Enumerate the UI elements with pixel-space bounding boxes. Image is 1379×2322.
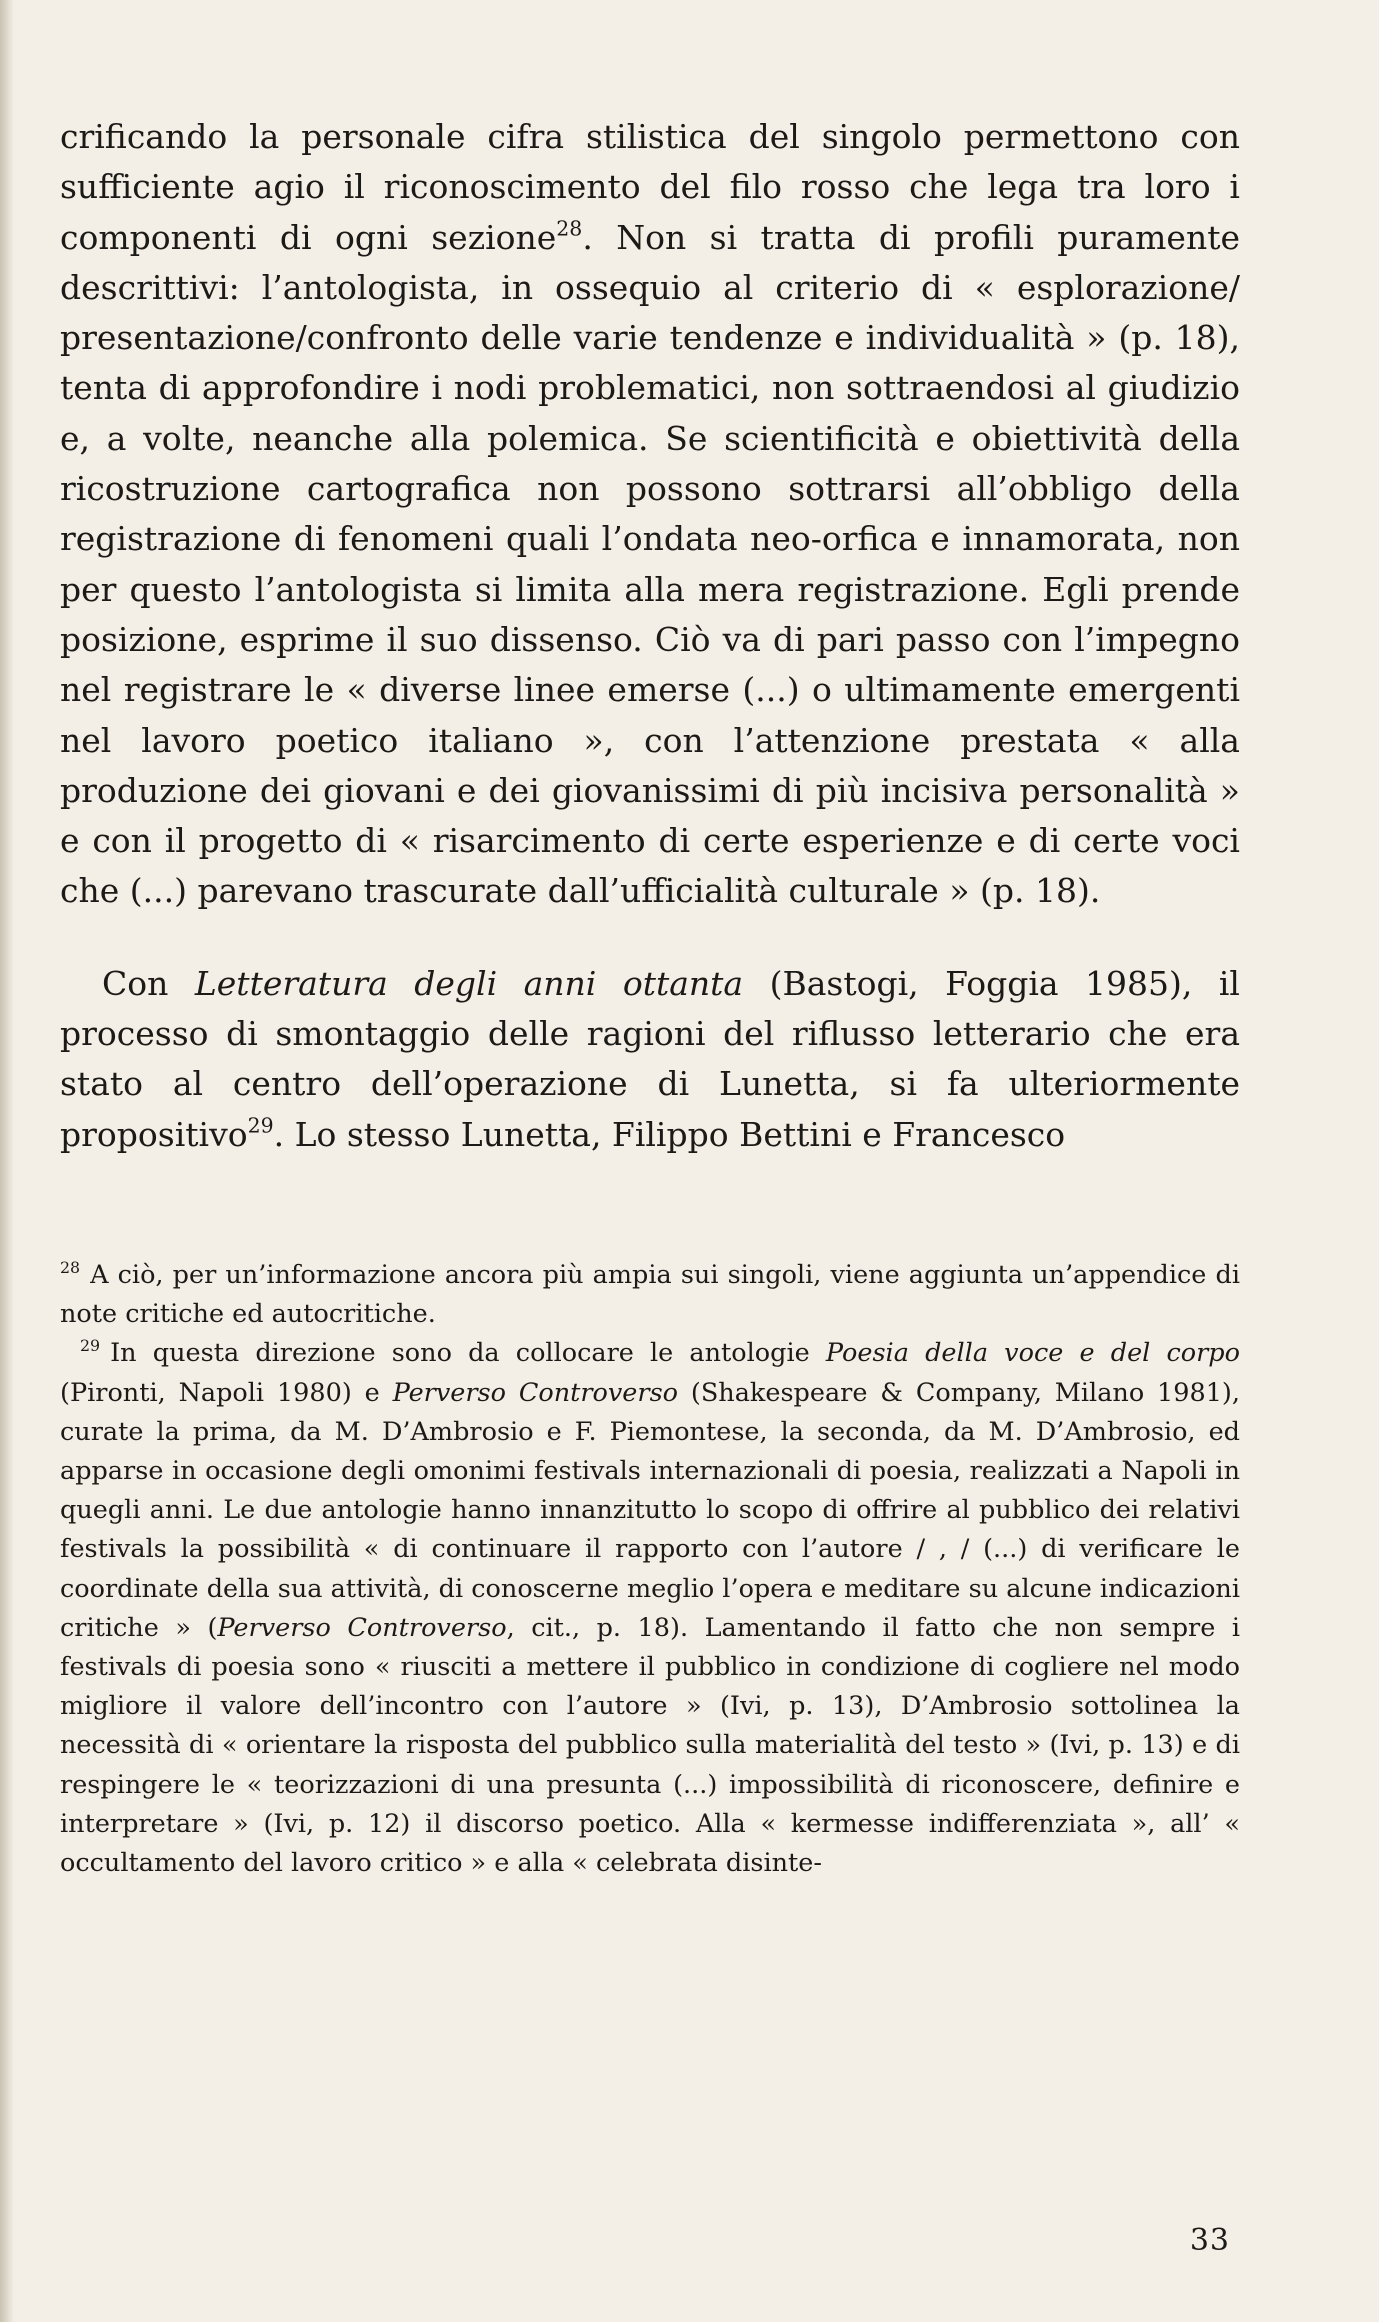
footnote-28: $^{28}$ A ciò, per un’informazione ancora più ampia sui singoli, viene aggiunta un’appendice di note critiche ed autocritiche. [60,1257,1240,1330]
footnote-29: $^{29}$ In questa direzione sono da collocare le antologie Poesia della voce e del corpo (Pironti, Napoli 1980) e Perverso Controverso (Shakespeare & Company, Milano 1981), curate la prima, da M. D’Ambrosio e F. Piemontese, la seconda, da M. D’Ambrosio, ed apparse in occasione degli omonimi festivals internazionali di poesia, realizzati a Napoli in quegli anni. Le due antologie hanno innanzitutto lo scopo di offrire al pubblico dei relativi festivals la possibilità « di continuare il rapporto con l’autore / , / (...) di verificare le coordinate della sua attività, di conoscerne meglio l’opera e meditare su alcune indicazioni critiche » (Perverso Controverso, cit., p. 18). Lamentando il fatto che non sempre i festivals di poesia sono « riusciti a mettere il pubblico in condizione di cogliere nel modo migliore il valore dell’incontro con l’autore » (Ivi, p. 13), D’Ambrosio sottolinea la necessità di « orientare la risposta del pubblico sulla materialità del testo » (Ivi, p. 13) e di respingere le « teorizzazioni di una presunta (...) impossibilità di riconoscere, definire e interpretare » (Ivi, p. 12) il discorso poetico. Alla « kermesse indifferenziata », all’ « occultamento del lavoro critico » e alla « celebrata disinte- [60,1336,1240,1878]
book-title: Letteratura degli anni ottanta [194,963,744,1003]
footnote-ref-29: 29 [247,1113,274,1138]
paragraph-2: Con Letteratura degli anni ottanta (Bastogi, Foggia 1985), il processo di smontaggio delle ragioni del riflusso letterario che era stato al centro dell’operazione di Lunetta, si fa ulteriormente propositivo$^{29}$. Lo stesso Lunetta, Filippo Bettini e Francesco [60,963,1240,1154]
footnote-ref-28: 28 [556,216,583,241]
book-page [60,112,1240,1883]
page-number: 33 [1189,2223,1230,2258]
footnotes [60,1256,1240,1883]
page-edge [0,0,14,2322]
footnote-number: 28 [60,1257,81,1277]
paragraph-1: crificando la personale cifra stilistica del singolo permettono con sufficiente agio il riconoscimento del filo rosso che lega tra loro i componenti di ogni sezione$^{28}$. Non si tratta di profili puramente descrittivi: l’antologista, in ossequio al criterio di « esplorazione/ presentazione/confronto delle varie tendenze e individualità » (p. 18), tenta di approfondire i nodi problematici, non sottraendosi al giudizio e, a volte, neanche alla polemica. Se scientificità e obiettività della ricostruzione cartografica non possono sottrarsi all’obbligo della registrazione di fenomeni quali l’ondata neo-orfica e innamorata, non per questo l’antologista si limita alla mera registrazione. Egli prende posizione, esprime il suo dissenso. Ciò va di pari passo con l’impegno nel registrare le « diverse linee emerse (...) o ultimamente emergenti nel lavoro poetico italiano », con l’attenzione prestata « alla produzione dei giovani e dei giovanissimi di più incisiva personalità » e con il progetto di « risarcimento di certe esperienze e di certe voci che (...) parevano trascurate dall’ufficialità culturale » (p. 18). [60,117,1240,911]
footnote-number: 29 [80,1336,101,1356]
main-text [60,112,1240,1160]
